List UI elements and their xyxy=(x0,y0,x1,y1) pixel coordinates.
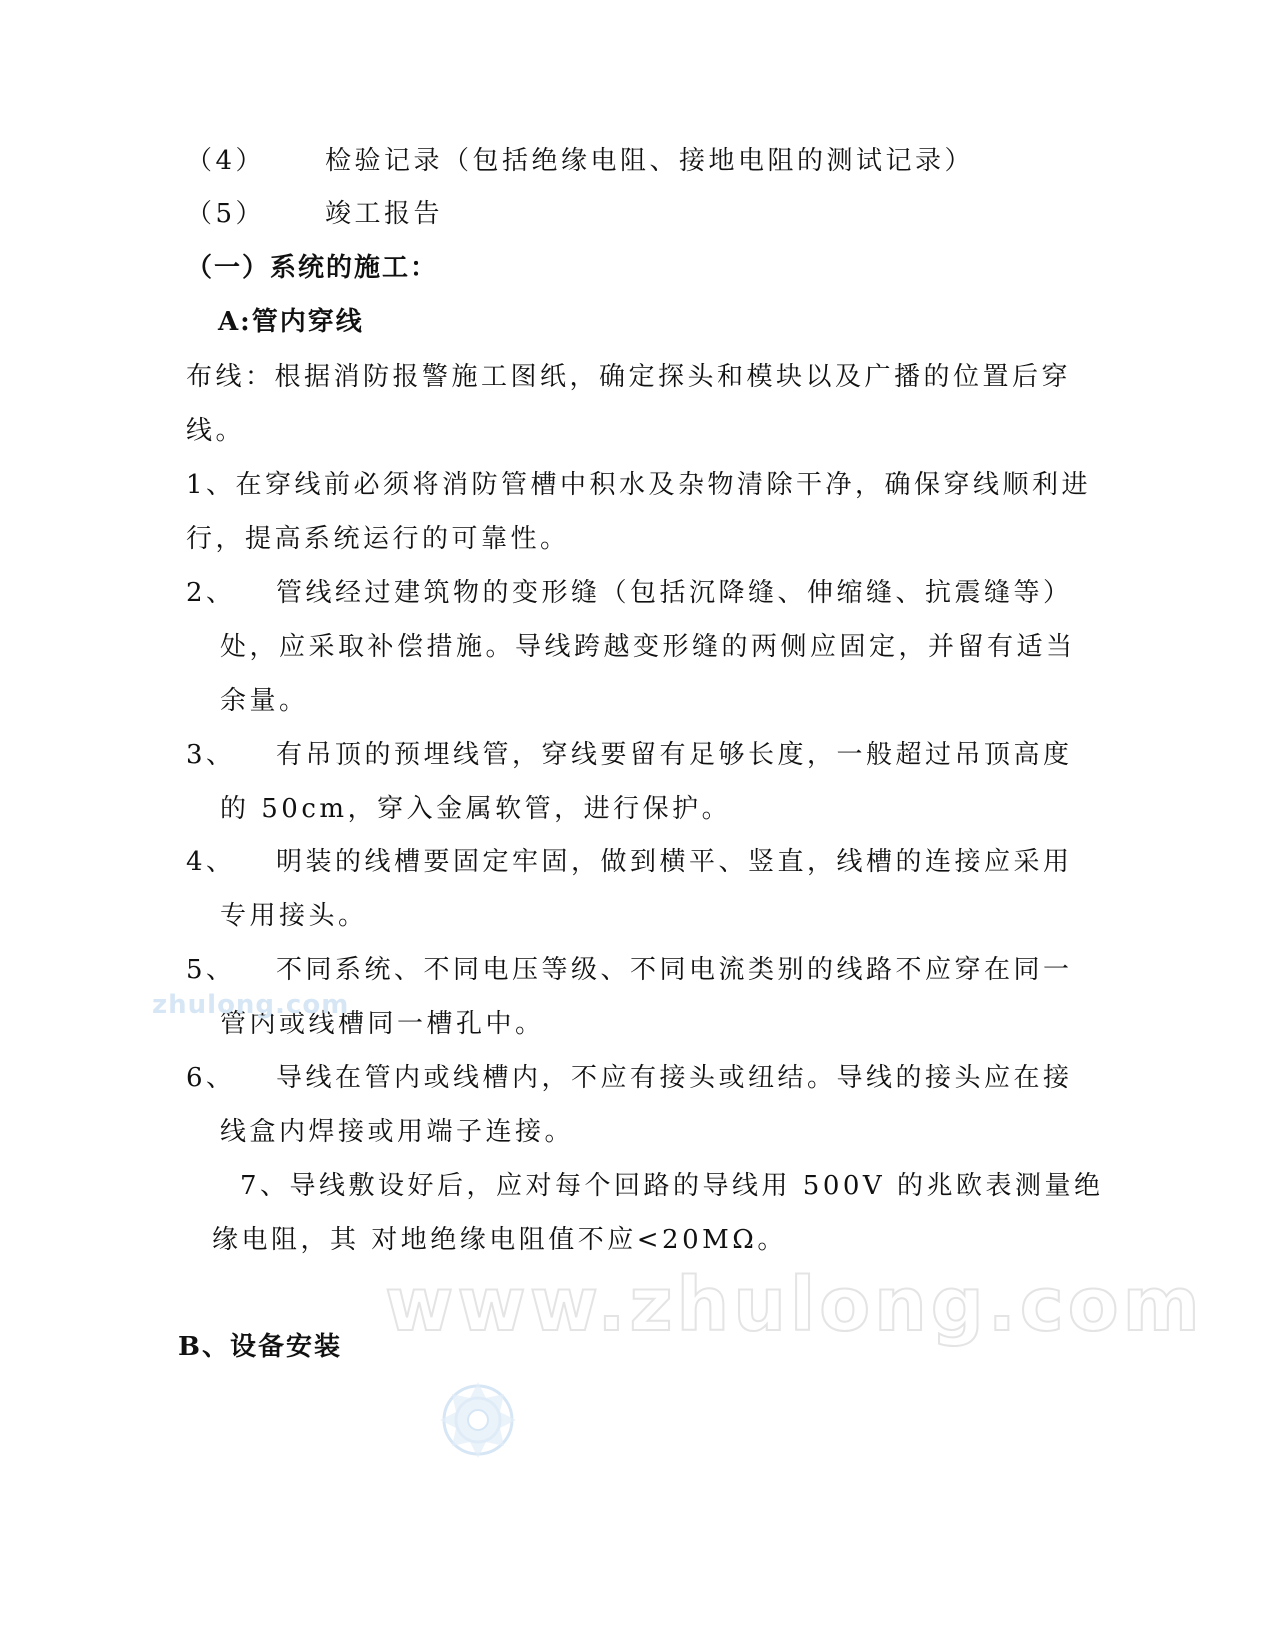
list-item-5 xyxy=(186,198,443,230)
zhulong-logo-icon xyxy=(436,1378,520,1462)
item-5-line-2: 管内或线槽同一槽孔中。 xyxy=(220,1009,545,1039)
subsection-heading-a: A:管内穿线 xyxy=(218,307,364,337)
item-7-line-1: 7、导线敷设好后，应对每个回路的导线用 500V 的兆欧表测量绝 xyxy=(240,1171,1104,1201)
item-text: 有吊顶的预埋线管，穿线要留有足够长度，一般超过吊顶高度 xyxy=(276,740,1073,770)
item-3-line-2: 的 50cm，穿入金属软管，进行保护。 xyxy=(220,794,732,824)
section-heading: （一）系统的施工： xyxy=(186,253,439,283)
item-2-line-2: 处，应采取补偿措施。导线跨越变形缝的两侧应固定，并留有适当 xyxy=(220,632,1076,662)
item-6-line-1 xyxy=(186,1062,1073,1094)
item-1-line-1 xyxy=(186,469,1091,501)
wiring-intro-line-2: 线。 xyxy=(186,416,246,446)
wiring-intro-line-1: 布线：根据消防报警施工图纸，确定探头和模块以及广播的位置后穿 xyxy=(186,362,1072,392)
item-text: 明装的线槽要固定牢固，做到横平、竖直，线槽的连接应采用 xyxy=(276,847,1073,877)
item-number: 1、 xyxy=(186,470,236,500)
item-3-line-1 xyxy=(186,739,1073,771)
item-4-line-2: 专用接头。 xyxy=(220,901,368,931)
item-4-line-1 xyxy=(186,846,1073,878)
item-text: 导线在管内或线槽内，不应有接头或纽结。导线的接头应在接 xyxy=(276,1063,1073,1093)
subsection-heading-b: B、设备安装 xyxy=(178,1332,342,1362)
watermark-large-text: www.zhulong.com xyxy=(385,1262,1204,1348)
item-7-line-2: 缘电阻，其 对地绝缘电阻值不应<20MΩ。 xyxy=(212,1225,787,1255)
item-2-line-1 xyxy=(186,577,1073,609)
item-6-line-2: 线盒内焊接或用端子连接。 xyxy=(220,1117,575,1147)
list-item-4 xyxy=(186,145,974,177)
list-item-text: 检验记录（包括绝缘电阻、接地电阻的测试记录） xyxy=(325,146,975,176)
watermark-small-text: zhulong.com xyxy=(152,990,350,1020)
item-number: 5、 xyxy=(186,955,236,985)
item-text: 在穿线前必须将消防管槽中积水及杂物清除干净，确保穿线顺利进 xyxy=(235,470,1092,500)
item-5-line-1 xyxy=(186,954,1073,986)
item-number: 3、 xyxy=(186,740,236,770)
item-number: 4、 xyxy=(186,847,236,877)
item-text: 管线经过建筑物的变形缝（包括沉降缝、伸缩缝、抗震缝等） xyxy=(276,578,1073,608)
item-1-line-2: 行，提高系统运行的可靠性。 xyxy=(186,524,570,554)
item-2-line-3: 余量。 xyxy=(220,686,309,716)
list-item-number: （4） xyxy=(186,146,266,176)
item-number: 2、 xyxy=(186,578,236,608)
item-text: 不同系统、不同电压等级、不同电流类别的线路不应穿在同一 xyxy=(276,955,1073,985)
list-item-text: 竣工报告 xyxy=(325,199,444,229)
list-item-number: （5） xyxy=(186,199,266,229)
item-number: 6、 xyxy=(186,1063,236,1093)
